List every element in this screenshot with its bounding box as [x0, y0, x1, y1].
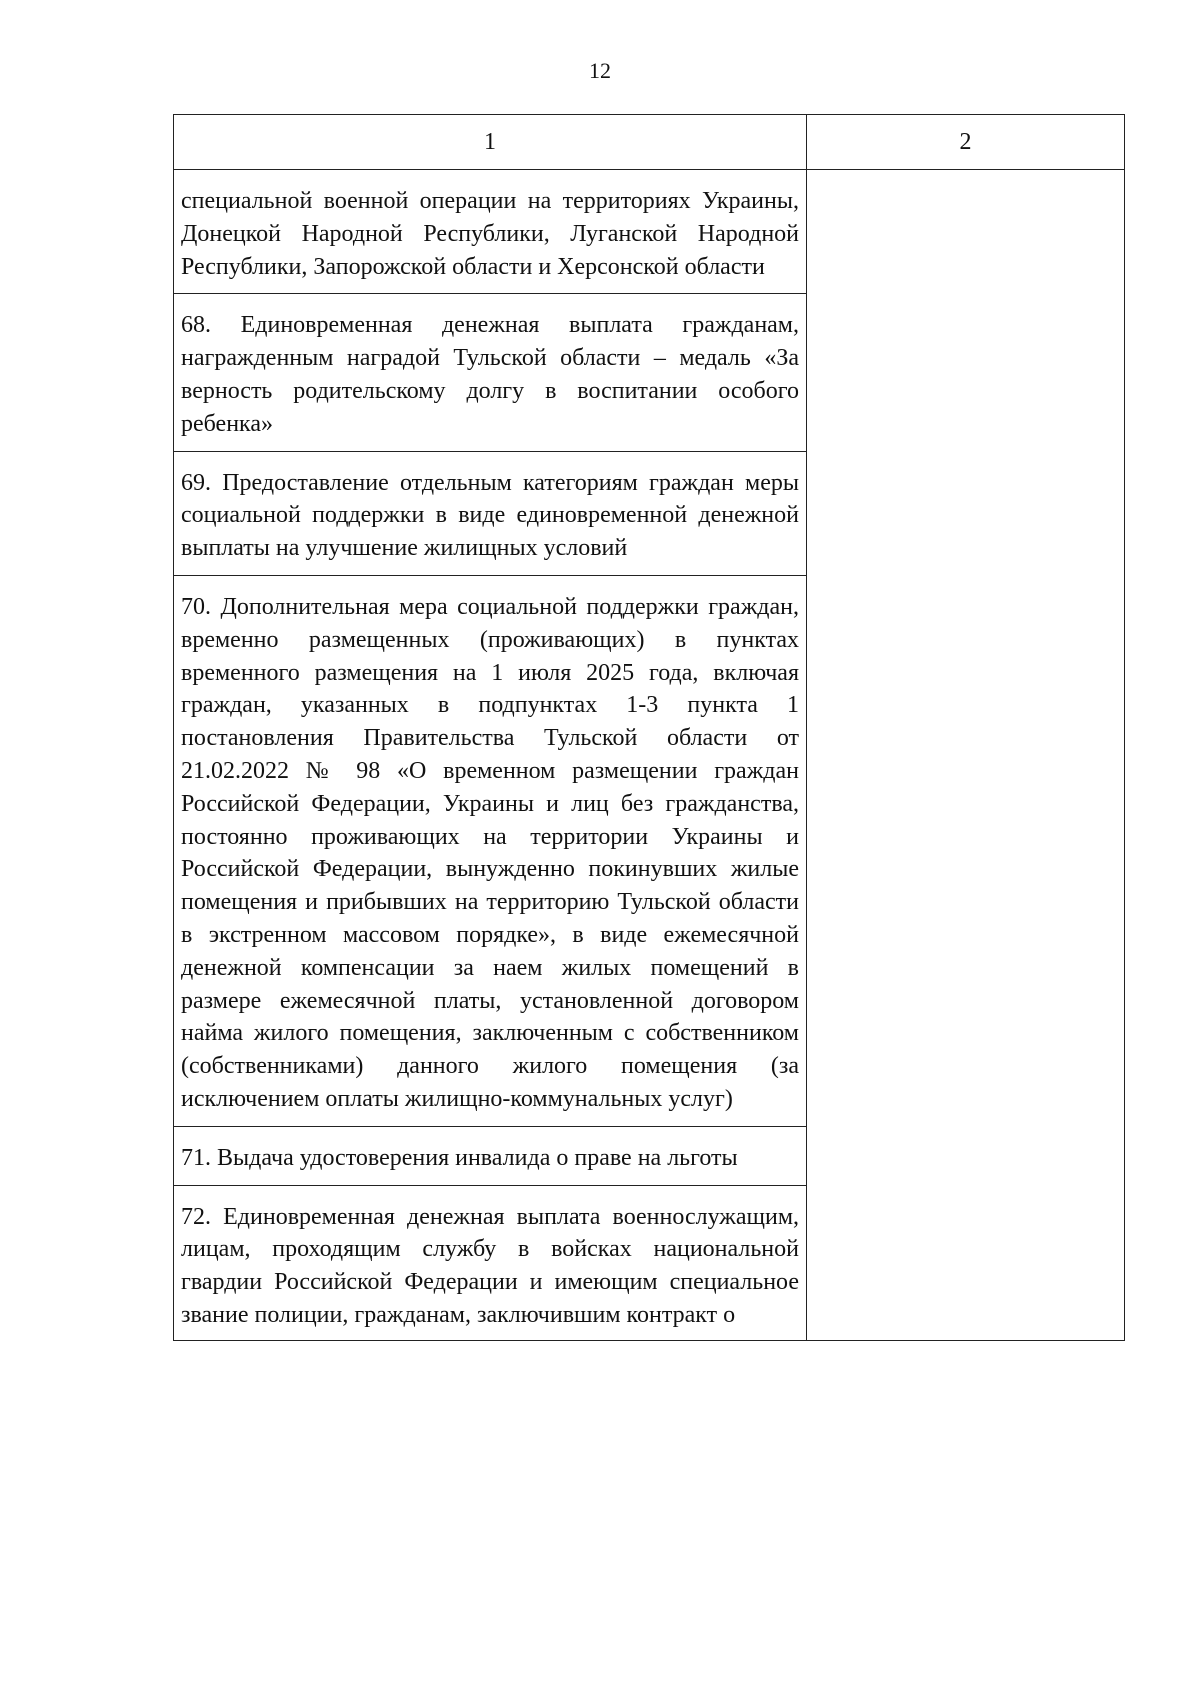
table-row: [174, 170, 1125, 294]
table-cell-description: 72. Единовременная денежная выплата военнослужащим, лицам, проходящим службу в войсках национальной гвардии Российской Федерации и имеющим специальное звание полиции, гражданам, заключившим контракт о: [174, 1185, 807, 1340]
table-cell-description: 71. Выдача удостоверения инвалида о праве на льготы: [174, 1126, 807, 1185]
table-cell-description: 70. Дополнительная мера социальной поддержки граждан, временно размещенных (проживающих) в пунктах временного размещения на 1 июля 2025 года, включая граждан, указанных в подпунктах 1-3 пункта 1 постановления Правительства Тульской области от 21.02.2022 № 98 «О временном размещении граждан Российской Федерации, Украины и лиц без гражданства, постоянно проживающих на территории Украины и Российской Федерации, вынужденно покинувших жилые помещения и прибывших на территорию Тульской области в экстренном массовом порядке», в виде ежемесячной денежной компенсации за наем жилых помещений в размере ежемесячной платы, установленной договором найма жилого помещения, заключенным с собственником (собственниками) данного жилого помещения (за исключением оплаты жилищно-коммунальных услуг): [174, 575, 807, 1126]
table-header-row: [174, 115, 1125, 170]
table-cell-column-2: [807, 170, 1125, 1341]
table-cell-description: 69. Предоставление отдельным категориям граждан меры социальной поддержки в виде единовременной денежной выплаты на улучшение жилищных условий: [174, 451, 807, 575]
table-cell-description: 68. Единовременная денежная выплата гражданам, награжденным наградой Тульской области – медаль «За верность родительскому долгу в воспитании особого ребенка»: [174, 294, 807, 451]
page-number: 12: [589, 58, 611, 83]
table-cell-description: специальной военной операции на территориях Украины, Донецкой Народной Республики, Луганской Народной Республики, Запорожской области и Херсонской области: [174, 170, 807, 294]
services-table: [173, 114, 1125, 1341]
column-header-2: 2: [807, 115, 1125, 170]
column-header-1: 1: [174, 115, 807, 170]
